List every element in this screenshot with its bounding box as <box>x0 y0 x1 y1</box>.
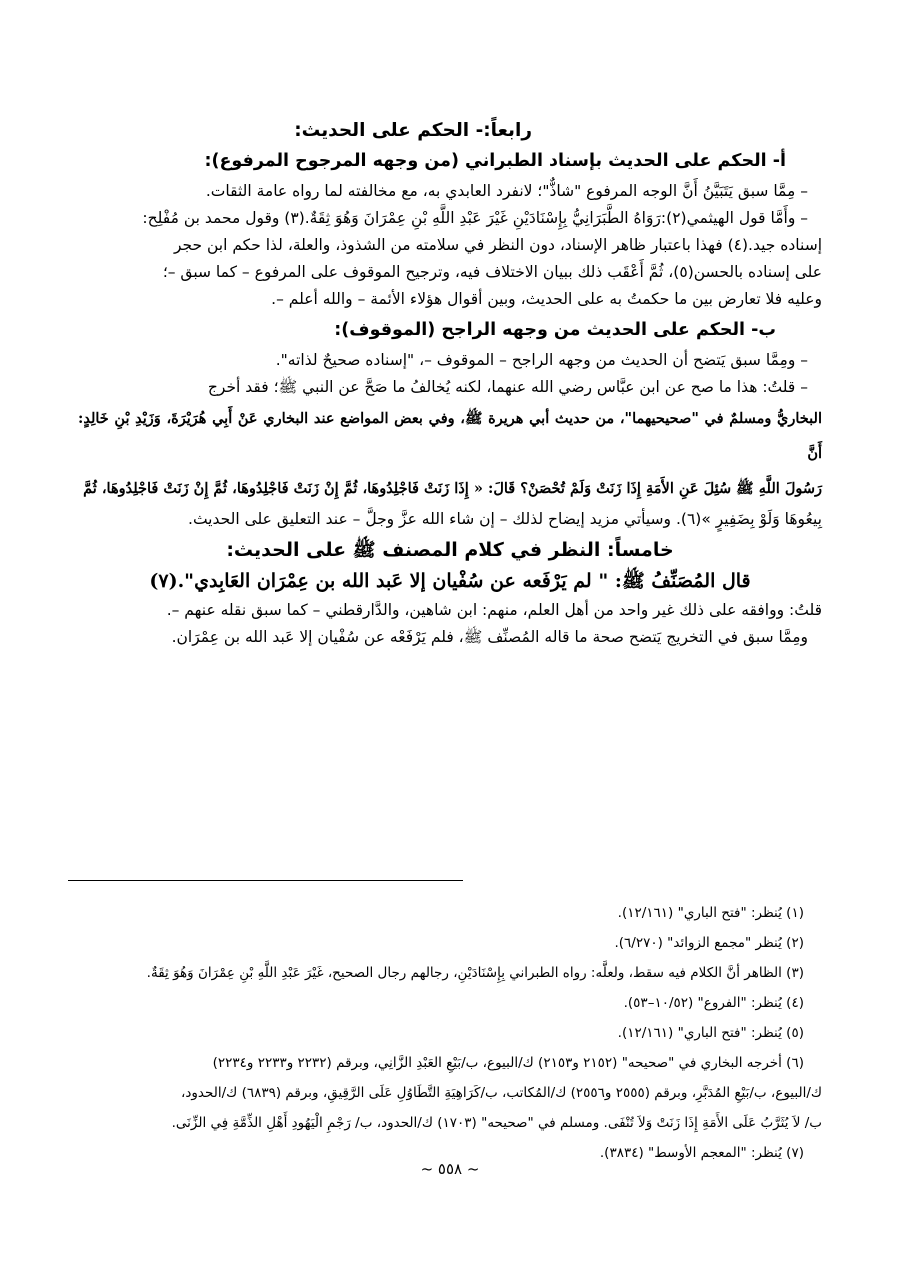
subheading-b: ب- الحكم على الحديث من وجهه الراجح (الموقوف): <box>334 320 776 340</box>
paragraph-a2-line2: إسناده جيد.(٤) فهذا باعتبار ظاهر الإسناد، دون النظر في سلامته من الشذوذ، والعلة، لذا حكم ابن حجر <box>173 236 822 254</box>
paragraph-b2-line1: – قلتُ: هذا ما صح عن ابن عبَّاس رضي الله عنهما، لكنه يُخالفُ ما صَحَّ عن النبي ﷺ؛ فقد أخرج <box>207 378 808 396</box>
section-heading-5: خامساً: النظر في كلام المصنف ﷺ على الحديث: <box>226 539 674 561</box>
footnote-6-line3: ب/ لاَ يُثَرَّبُ عَلَى الأَمَةِ إِذَا زَنَتْ وَلاَ تُنْفَى. ومسلم في "صحيحه" (١٧٠٣) ك/الحدود، ب/ رَجْمِ الْيَهُودِ أَهْلِ الذِّمَّةِ فِي الزِّنَى. <box>171 1115 822 1131</box>
paragraph-a2-line4: وعليه فلا تعارض بين ما حكمتُ به على الحديث، وبين أقوال هؤلاء الأئمة – والله أعلم –. <box>271 290 822 308</box>
footnote-1: (١) يُنظر: "فتح الباري" (١٢/١٦١). <box>617 905 804 921</box>
footnote-6-line1: (٦) أخرجه البخاري في "صحيحه" (٢١٥٢ و٢١٥٣) ك/البيوع، ب/بَيْعِ العَبْدِ الزَّانِي، وبرقم (٢٢٣٢ و٢٢٣٣ و٢٢٣٤) <box>212 1055 804 1071</box>
footnote-6-line2: ك/البيوع، ب/بَيْعِ المُدَبَّرِ، وبرقم (٢٥٥٥ و٢٥٥٦) ك/المُكاتب، ب/كَرَاهِيَةِ التَّطَاوُلِ عَلَى الرَّقِيقِ، وبرقم (٦٨٣٩) ك/الحدود، <box>181 1085 822 1101</box>
subheading-a: أ- الحكم على الحديث بإسناد الطبراني (من وجهه المرجوح المرفوع): <box>204 151 786 171</box>
footnote-2: (٢) يُنظر "مجمع الزوائد" (٦/٢٧٠). <box>614 935 804 951</box>
paragraph-c1: قلتُ: ووافقه على ذلك غير واحد من أهل العلم، منهم: ابن شاهين، والدَّارقطني – كما سبق نقله عنهم –. <box>166 601 822 619</box>
footnote-separator <box>68 880 463 881</box>
paragraph-b2-line4: بِيعُوهَا وَلَوْ بِضَفِيرٍ »(٦). وسيأتي مزيد إيضاح لذلك – إن شاء الله عزَّ وجلَّ – عند التعليق على الحديث. <box>188 510 822 528</box>
paragraph-b1: – ومِمَّا سبق يَتضح أن الحديث من وجهه الراجح – الموقوف –، "إسناده صحيحٌ لذاته". <box>275 351 808 369</box>
footnotes <box>74 898 822 1168</box>
paragraph-a2-line3: على إسناده بالحسن(٥)، ثُمَّ أَعْقَب ذلك ببيان الاختلاف فيه، وترجيح الموقوف على المرفوع – كما سبق –؛ <box>162 263 822 281</box>
section-heading-4: رابعاً:- الحكم على الحديث: <box>294 120 532 141</box>
paragraph-b2-line3: رَسُولَ اللَّهِ ﷺ سُئِلَ عَنِ الأَمَةِ إِذَا زَنَتْ وَلَمْ تُحْصَنْ؟ قَالَ: « إِذَا زَنَتْ فَاجْلِدُوهَا، ثُمَّ إِنْ زَنَتْ فَاجْلِدُوهَا، ثُمَّ إِنْ زَنَتْ فَاجْلِدُوهَا، ثُمَّ <box>83 480 822 497</box>
page-body <box>78 118 822 651</box>
page-number: ~ ٥٥٨ ~ <box>420 1160 480 1178</box>
footnote-7: (٧) يُنظر: "المعجم الأوسط" (٣٨٣٤). <box>599 1145 804 1161</box>
author-quote: قال المُصَنِّفُ ﷺ: " لم يَرْفَعه عن سُفْيان إلا عَبد الله بن عِمْرَان العَابِدي".(٧) <box>149 570 751 592</box>
paragraph-a2-line1: – وأَمَّا قول الهيثمي(٢):رَوَاهُ الطَّبَرَانِيُّ بِإِسْنَادَيْنِ غَيْرَ عَبْدِ اللَّهِ بْنِ عِمْرَانَ وَهُوَ ثِقَةٌ.(٣) وقول محمد بن مُفْلِح: <box>142 209 808 227</box>
paragraph-a1: – مِمَّا سبق يَتَبَيَّنُ أَنَّ الوجه المرفوع "شاذٌّ"؛ لانفرد العابدي به، مع مخالفته لما رواه عامة الثقات. <box>205 182 808 200</box>
paragraph-c2: ومِمَّا سبق في التخريج يَتضح صحة ما قاله المُصنِّف ﷺ، فلم يَرْفَعْه عن سُفْيان إلا عَبد الله بن عِمْرَان. <box>171 628 808 646</box>
footnote-3: (٣) الظاهر أنَّ الكلام فيه سقط، ولعلَّه: رواه الطبراني بِإِسْنَادَيْنِ، رجالهم رجال الصحيح، غَيْرَ عَبْدِ اللَّهِ بْنِ عِمْرَانَ وَهُوَ ثِقَةٌ. <box>146 965 804 981</box>
footnote-4: (٤) يُنظر: "الفروع" (١٠/٥٢–٥٣). <box>623 995 804 1011</box>
paragraph-b2-line2: البخاريُّ ومسلمٌ في "صحيحيهما"، من حديث أبي هريرة ﷺ، وفي بعض المواضع عند البخاري عَنْ أَبِي هُرَيْرَةَ، وَزَيْدِ بْنِ خَالِدٍ: أَنَّ <box>78 410 822 462</box>
footnote-5: (٥) يُنظر: "فتح الباري" (١٢/١٦١). <box>617 1025 804 1041</box>
